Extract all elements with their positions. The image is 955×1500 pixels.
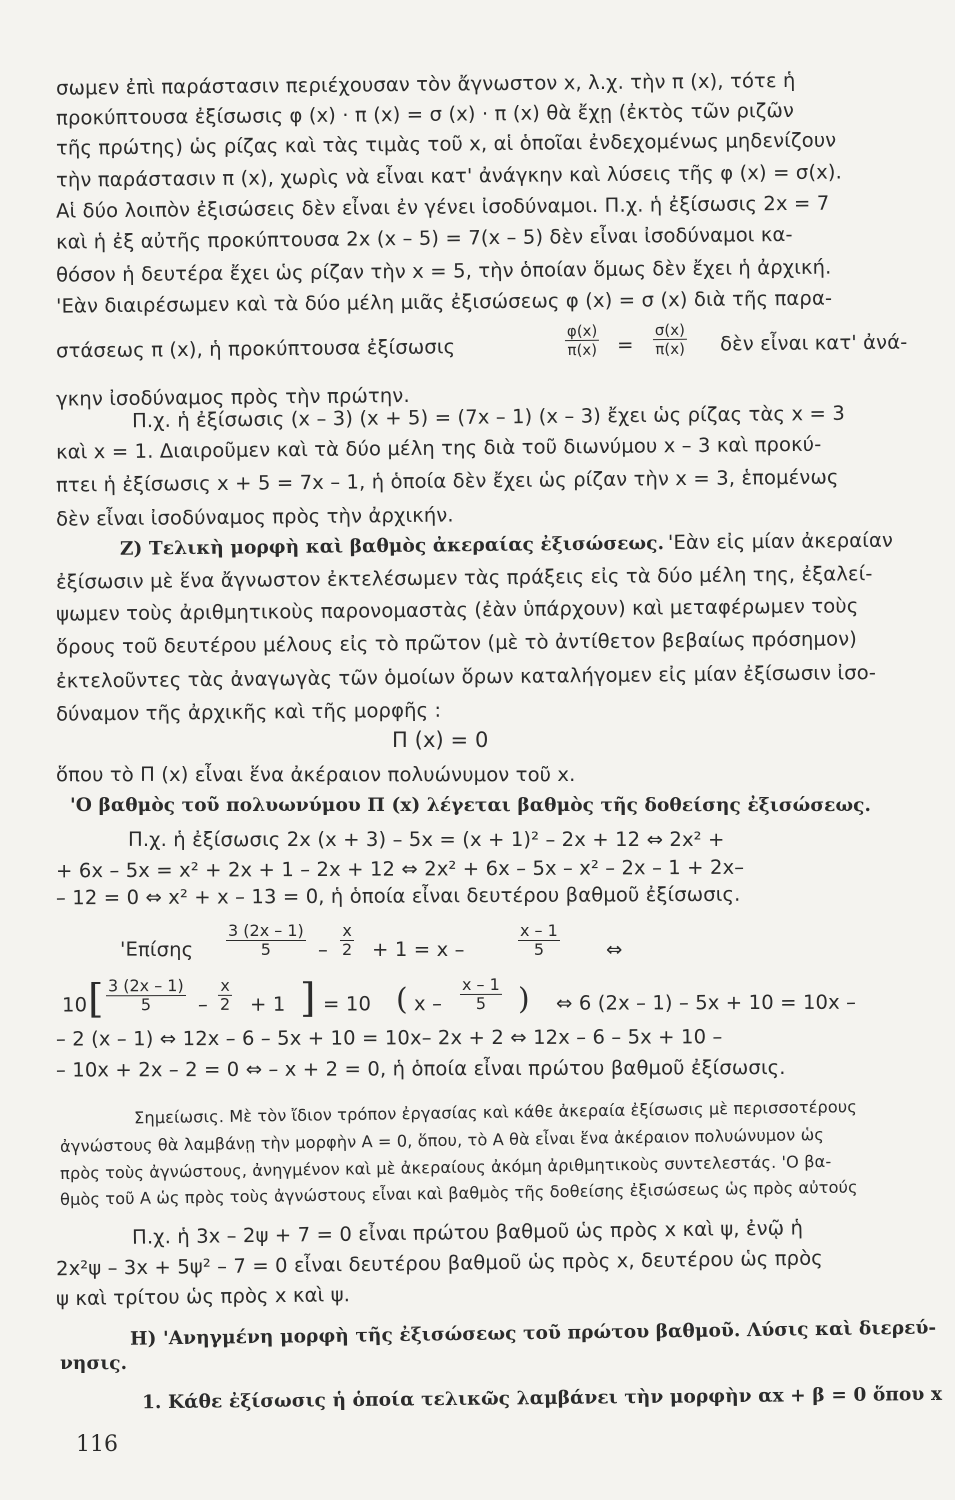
left-bracket: [ bbox=[87, 976, 104, 1023]
example-line-9: ψ καὶ τρίτου ὡς πρὸς x καὶ ψ. bbox=[55, 1283, 351, 1311]
example-line-6: – 10x + 2x – 2 = 0 ⇔ – x + 2 = 0, ἡ ὁποία εἶναι πρώτου βαθμοῦ ἐξίσωσις. bbox=[55, 1056, 786, 1082]
section-z-heading: Ζ) Τελικὴ μορφὴ καὶ βαθμὸς ἀκεραίας ἐξισώσεως. bbox=[119, 533, 665, 560]
example-line-5: – 2 (x – 1) ⇔ 12x – 6 – 5x + 10 = 10x– 2x + 2 ⇔ 12x – 6 – 5x + 10 – bbox=[55, 1025, 723, 1051]
fraction-numerator: 3 (2x – 1) bbox=[106, 977, 186, 996]
episis-middle: + 1 = x – bbox=[372, 938, 465, 961]
equals-10: = 10 bbox=[322, 992, 372, 1016]
fraction-3-2x-1-over-5 bbox=[226, 922, 306, 959]
note-line-2: ἀγνώστους θὰ λαμβάνῃ τὴν μορφὴν Α = 0, ὅπου, τὸ Α θὰ εἶναι ἕνα ἀκέραιον πολυώνυμον ὡς bbox=[59, 1124, 825, 1156]
text-line-14: δὲν εἶναι ἰσοδύναμος πρὸς τὴν ἀρχικήν. bbox=[55, 503, 454, 531]
bracket-line-rest: ⇔ 6 (2x – 1) – 5x + 10 = 10x – bbox=[555, 990, 857, 1015]
x-minus: x – bbox=[413, 992, 442, 1016]
section-h-heading: Η) 'Ανηγμένη μορφὴ τῆς ἐξισώσεως τοῦ πρώτου βαθμοῦ. Λύσις καὶ διερεύ- bbox=[129, 1317, 937, 1350]
fraction-numerator: φ(x) bbox=[565, 322, 600, 341]
example-line-1: Π.χ. ἡ ἐξίσωσις 2x (x + 3) – 5x = (x + 1)² – 2x + 12 ⇔ 2x² + bbox=[128, 828, 725, 851]
fraction-denominator: 2 bbox=[342, 940, 353, 959]
fraction-x-1-over-5 bbox=[460, 976, 502, 1013]
text-line-2: προκύπτουσα ἐξίσωσις φ (x) · π (x) = σ (x) · π (x) θὰ ἔχῃ (ἐκτὸς τῶν ριζῶν bbox=[55, 98, 795, 130]
text-line-22: ὅπου τὸ Π (x) εἶναι ἕνα ἀκέραιον πολυώνυμον τοῦ x. bbox=[56, 763, 576, 786]
section-h-heading-cont: νησις. bbox=[60, 1353, 128, 1374]
fraction-denominator: 5 bbox=[260, 940, 271, 959]
note-line-1: Σημείωσις. Μὲ τὸν ἴδιον τρόπον ἐργασίας καὶ κάθε ἀκεραία ἐξίσωσις μὲ περισσοτέρους bbox=[133, 1097, 858, 1128]
fraction-denominator: 5 bbox=[140, 995, 152, 1015]
fraction-phi-over-pi bbox=[565, 322, 600, 359]
fraction-denominator: 5 bbox=[475, 993, 487, 1014]
text-line-6: καὶ ἡ ἐξ αὐτῆς προκύπτουσα 2x (x – 5) = 7(x – 5) δὲν εἶναι ἰσοδύναμοι κα- bbox=[55, 222, 793, 254]
example-line-3: – 12 = 0 ⇔ x² + x – 13 = 0, ἡ ὁποία εἶναι δευτέρου βαθμοῦ ἐξίσωσις. bbox=[55, 882, 741, 910]
text-line-17: ψωμεν τοὺς ἀριθμητικοὺς παρονομαστὰς (ἐὰν ὑπάρχουν) καὶ μεταφέρωμεν τοὺς bbox=[55, 594, 859, 626]
fraction-denominator: π(x) bbox=[655, 339, 686, 359]
text-line-4: τὴν παράστασιν π (x), χωρὶς νὰ εἶναι κατ' ἀνάγκην καὶ λύσεις τῆς φ (x) = σ(x). bbox=[55, 160, 843, 192]
degree-definition: 'Ο βαθμὸς τοῦ πολυωνύμου Π (x) λέγεται βαθμὸς τῆς δοθείσης ἐξισώσεως. bbox=[70, 795, 872, 816]
fraction-x-over-2 bbox=[340, 922, 354, 959]
page-number: 116 bbox=[76, 1432, 118, 1457]
fraction-numerator: 3 (2x – 1) bbox=[228, 921, 304, 940]
fraction-denominator: 5 bbox=[533, 940, 544, 959]
text-line-18: ὅρους τοῦ δευτέρου μέλους εἰς τὸ πρῶτον (μὲ τὸ ἀντίθετον βεβαίως πρόσημον) bbox=[55, 627, 858, 659]
text-line-7: θόσον ἡ δευτέρα ἔχει ὡς ρίζαν τὴν x = 5, τὴν ὁποίαν ὅμως δὲν ἔχει ἡ ἀρχική. bbox=[55, 255, 832, 287]
fraction-denominator: π(x) bbox=[567, 340, 598, 360]
fraction-3-2x-1-over-5 bbox=[106, 977, 186, 1014]
fraction-numerator: x – 1 bbox=[520, 921, 558, 940]
fraction-numerator: x bbox=[340, 922, 354, 941]
fraction-line-start: στάσεως π (x), ἡ προκύπτουσα ἐξίσωσις bbox=[55, 335, 456, 363]
fraction-sigma-over-pi bbox=[653, 321, 687, 358]
note-line-4: θμὸς τοῦ Α ὡς πρὸς τοὺς ἀγνώστους εἶναι καὶ βαθμὸς τῆς δοθείσης ἐξισώσεως ὡς πρὸς αὐτούς bbox=[59, 1177, 858, 1209]
example-line-7: Π.χ. ἡ 3x – 2ψ + 7 = 0 εἶναι πρώτου βαθμοῦ ὡς πρὸς x καὶ ψ, ἐνῷ ἡ bbox=[131, 1216, 804, 1249]
text-line-16: ἐξίσωσιν μὲ ἕνα ἄγνωστον ἐκτελέσωμεν τὰς πράξεις εἰς τὰ δύο μέλη της, ἐξαλεί- bbox=[55, 562, 873, 594]
text-line-8: 'Εὰν διαιρέσωμεν καὶ τὰ δύο μέλη μιᾶς ἐξισώσεως φ (x) = σ (x) διὰ τῆς παρα- bbox=[55, 286, 833, 318]
text-line-11: Π.χ. ἡ ἐξίσωσις (x – 3) (x + 5) = (7x – 1) (x – 3) ἔχει ὡς ρίζας τὰς x = 3 bbox=[131, 401, 845, 433]
text-line-1: σωμεν ἐπὶ παράστασιν περιέχουσαν τὸν ἄγνωστον x, λ.χ. τὴν π (x), τότε ἡ bbox=[55, 68, 796, 100]
plus-one: + 1 bbox=[249, 992, 286, 1016]
fraction-numerator: x – 1 bbox=[460, 976, 502, 995]
item-1: 1. Κάθε ἐξίσωσις ἡ ὁποία τελικῶς λαμβάνει τὴν μορφὴν αx + β = 0 ὅπου x bbox=[141, 1383, 943, 1414]
minus-sign: – bbox=[197, 992, 208, 1016]
bracket-line bbox=[0, 970, 955, 1025]
equivalence-arrow: ⇔ bbox=[606, 938, 623, 961]
fraction-x-over-2 bbox=[218, 977, 232, 1014]
episis-line bbox=[0, 918, 955, 968]
left-parenthesis: ( bbox=[395, 982, 408, 1018]
fraction-numerator: σ(x) bbox=[653, 321, 687, 340]
text-line-3: τῆς πρώτης) ὡς ρίζας καὶ τὰς τιμὰς τοῦ x, αἱ ὁποῖαι ἐνδεχομένως μηδενίζουν bbox=[55, 128, 837, 160]
episis-label: 'Επίσης bbox=[120, 938, 194, 961]
fraction-x-1-over-5 bbox=[518, 922, 560, 959]
example-line-2: + 6x – 5x = x² + 2x + 1 – 2x + 12 ⇔ 2x² + 6x – 5x – x² – 2x – 1 + 2x– bbox=[55, 855, 745, 883]
text-line-13: πτει ἡ ἐξίσωσις x + 5 = 7x – 1, ἡ ὁποία δὲν ἔχει ὡς ρίζαν τὴν x = 3, ἑπομένως bbox=[55, 465, 839, 497]
text-line-19: ἐκτελοῦντες τὰς ἀναγωγὰς τῶν ὁμοίων ὅρων καταλήγομεν εἰς μίαν ἐξίσωσιν ἰσο- bbox=[55, 661, 877, 693]
right-bracket: ] bbox=[299, 975, 316, 1022]
main-equation: Π (x) = 0 bbox=[392, 728, 489, 752]
example-line-8: 2x²ψ – 3x + 5ψ² – 7 = 0 εἶναι δευτέρου βαθμοῦ ὡς πρὸς x, δευτέρου ὡς πρὸς bbox=[55, 1246, 823, 1281]
text-line-12: καὶ x = 1. Διαιροῦμεν καὶ τὰ δύο μέλη της διὰ τοῦ διωνύμου x – 3 καὶ προκύ- bbox=[55, 432, 822, 464]
note-line-3: πρὸς τοὺς ἀγνώστους, ἀνηγμένον καὶ μὲ ἀκεραίους ἀκόμη ἀριθμητικοὺς συντελεστάς. 'Ο βα- bbox=[59, 1151, 832, 1183]
right-parenthesis: ) bbox=[517, 981, 530, 1017]
text-line-5: Αἱ δύο λοιπὸν ἐξισώσεις δὲν εἶναι ἐν γένει ἰσοδύναμοι. Π.χ. ἡ ἐξίσωσις 2x = 7 bbox=[55, 191, 830, 223]
text-line-20: δύναμον τῆς ἀρχικῆς καὶ τῆς μορφῆς : bbox=[55, 698, 442, 726]
fraction-line-end: δὲν εἶναι κατ' ἀνά- bbox=[719, 330, 908, 356]
equals-sign: = bbox=[616, 333, 634, 357]
fraction-denominator: 2 bbox=[219, 994, 231, 1014]
fraction-line bbox=[0, 313, 955, 373]
minus-sign: – bbox=[318, 938, 328, 961]
fraction-numerator: x bbox=[218, 977, 232, 996]
section-z-rest: 'Εὰν εἰς μίαν ἀκεραίαν bbox=[667, 528, 894, 555]
coefficient-10: 10 bbox=[61, 993, 88, 1017]
text-line-10: γκην ἰσοδύναμος πρὸς τὴν πρώτην. bbox=[55, 383, 410, 411]
